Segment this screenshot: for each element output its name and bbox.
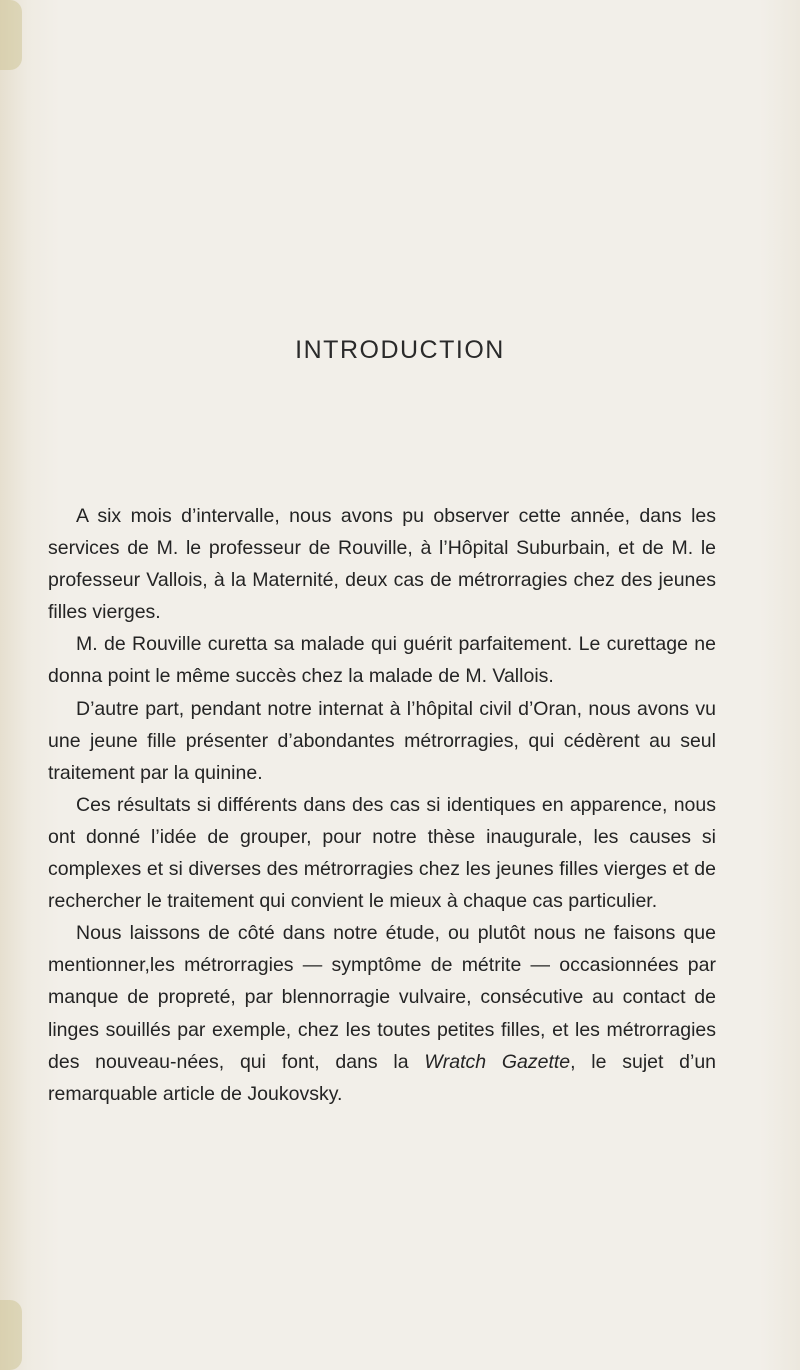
paragraph-thesis-aim: Ces résultats si différents dans des cas si identiques en apparence, nous ont donné l’idée de grouper, pour notre thèse inaugurale, les causes si complexes et si diverses des métrorragies chez les jeunes filles vierges et de rechercher le traitement qui convient le mieux à chaque cas particulier. [48,793,716,913]
journal-title: Wratch Gazette [424,1050,571,1073]
page-edge-stain-bottom [0,1300,22,1370]
paragraph-curettage: M. de Rouville curetta sa malade qui guérit parfaitement. Le curettage ne donna point le même succès chez la malade de M. Vallois. [48,633,716,688]
page-edge-stain-top [0,0,22,70]
introduction-text [48,500,716,1110]
paragraph-exclusions-text: Nous laissons de côté dans notre étude, ou plutôt nous ne faisons que mentionner,les métrorragies — symptôme de métrite — occasionnées par manque de propreté, par blennorragie vulvaire, consécutive au contact de linges souillés par exemple, chez les toutes petites filles, et les métrorragies des nouveau-nées, qui font, dans la [48,922,716,1073]
paragraph-oran-case: D’autre part, pendant notre internat à l’hôpital civil d’Oran, nous avons vu une jeune fille présenter d’abondantes métrorragies, qui cédèrent au seul traitement par la quinine. [48,697,716,784]
paragraph-observations: A six mois d’intervalle, nous avons pu observer cette année, dans les services de M. le professeur de Rouville, à l’Hôpital Suburbain, et de M. le professeur Vallois, à la Maternité, deux cas de métrorragies chez des jeunes filles vierges. [48,505,716,624]
paragraph-exclusions-ending: , le sujet d’un remarquable article de Joukovsky. [48,1050,717,1105]
paragraph-exclusions [48,917,716,1110]
chapter-heading: INTRODUCTION [295,336,505,364]
